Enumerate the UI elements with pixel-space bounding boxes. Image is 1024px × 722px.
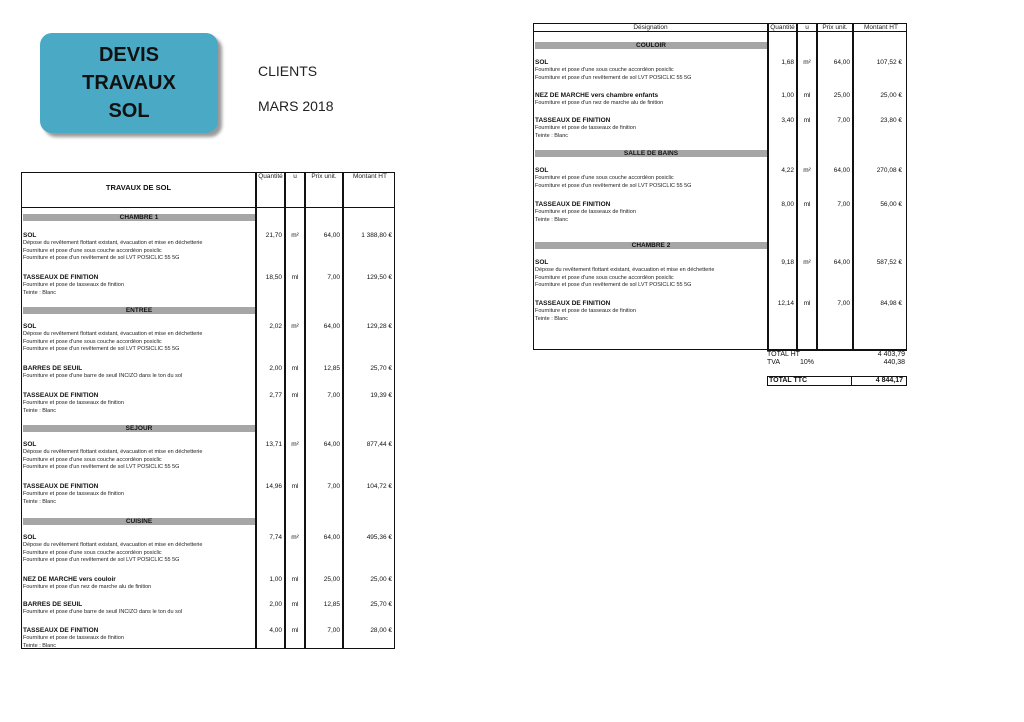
item-quantity: 1,68 — [781, 59, 794, 66]
item-title: BARRES DE SEUIL — [23, 601, 83, 608]
item-amount: 23,80 € — [880, 117, 902, 124]
section-header: COULOIR — [535, 42, 767, 49]
item-title: TASSEAUX DE FINITION — [23, 627, 99, 634]
item-description: Teinte : Blanc — [535, 216, 569, 223]
item-description: Fourniture et pose d'un revêtement de sol LVT POSICLIC 55 5G — [535, 74, 692, 81]
item-description: Fourniture et pose de tasseaux de finition — [23, 282, 124, 288]
badge-line-1: DEVIS — [98, 44, 160, 66]
line-item — [535, 201, 766, 224]
item-amount: 877,44 € — [366, 441, 392, 448]
section-header: CHAMBRE 1 — [23, 214, 255, 221]
col-amount-header: Montant HT — [864, 24, 898, 31]
item-description: Fourniture et pose d'un revêtement de sol LVT POSICLIC 55 5G — [23, 255, 180, 261]
item-description: Fourniture et pose d'un revêtement de sol LVT POSICLIC 55 5G — [23, 464, 180, 470]
item-title: NEZ DE MARCHE vers chambre enfants — [535, 92, 659, 99]
item-quantity: 13,71 — [265, 441, 282, 448]
section-header: ENTREE — [23, 307, 255, 314]
item-description: Fourniture et pose d'une sous couche accordéon posiclic — [23, 247, 162, 254]
item-title: SOL — [23, 232, 37, 239]
item-description: Fourniture et pose d'un nez de marche alu de finition — [23, 584, 152, 590]
item-unit: m² — [291, 441, 299, 448]
item-title: SOL — [23, 441, 37, 448]
item-price: 25,00 — [323, 576, 340, 583]
item-unit: ml — [803, 300, 811, 307]
item-description: Fourniture et pose de tasseaux de finition — [535, 125, 636, 131]
item-title: TASSEAUX DE FINITION — [535, 300, 611, 307]
item-description: Fourniture et pose d'une barre de seuil INCIZO dans le ton du sol — [23, 609, 183, 615]
item-description: Fourniture et pose d'un revêtement de sol LVT POSICLIC 55 5G — [535, 282, 692, 288]
line-item — [23, 627, 254, 650]
badge-line-2: TRAVAUX — [82, 72, 176, 94]
item-description: Fourniture et pose d'un revêtement de sol LVT POSICLIC 55 5G — [535, 182, 692, 189]
item-price: 64,00 — [833, 259, 850, 266]
item-description: Fourniture et pose de tasseaux de finition — [23, 491, 124, 497]
line-item — [535, 167, 766, 190]
section-header: SEJOUR — [23, 425, 255, 432]
item-price: 64,00 — [833, 59, 850, 66]
item-quantity: 2,00 — [269, 365, 282, 372]
tva-label: TVA — [767, 359, 781, 366]
col-quantity-header: Quantité — [258, 173, 283, 180]
line-item — [23, 483, 254, 506]
item-unit: ml — [291, 576, 299, 583]
item-quantity: 8,00 — [781, 201, 794, 208]
item-title: TASSEAUX DE FINITION — [23, 483, 99, 490]
item-price: 64,00 — [323, 323, 340, 330]
item-title: SOL — [23, 323, 37, 330]
item-title: TASSEAUX DE FINITION — [535, 117, 611, 124]
item-description: Fourniture et pose d'une sous couche accordéon posiclic — [23, 338, 162, 345]
item-description: Fourniture et pose d'une sous couche accordéon posiclic — [535, 175, 674, 181]
item-description: Teinte : Blanc — [23, 407, 57, 414]
item-title: SOL — [535, 259, 549, 266]
item-amount: 495,36 € — [366, 534, 392, 541]
tva-rate: 10% — [800, 359, 815, 366]
item-title: SOL — [535, 167, 549, 174]
item-description: Teinte : Blanc — [535, 315, 569, 322]
item-quantity: 4,00 — [269, 627, 282, 634]
item-price: 25,00 — [833, 92, 850, 99]
item-amount: 25,00 € — [370, 576, 392, 583]
item-quantity: 2,02 — [269, 323, 282, 330]
item-amount: 1 388,80 € — [361, 232, 392, 239]
item-price: 64,00 — [323, 232, 340, 239]
item-quantity: 9,18 — [781, 259, 794, 266]
item-description: Dépose du revêtement flottant existant, évacuation et mise en déchetterie — [23, 331, 203, 337]
line-item — [23, 274, 254, 297]
item-amount: 104,72 € — [366, 483, 392, 490]
item-description: Fourniture et pose de tasseaux de finition — [535, 308, 636, 314]
item-price: 7,00 — [327, 483, 340, 490]
line-item — [23, 392, 254, 415]
item-amount: 25,00 € — [880, 92, 902, 99]
item-description: Dépose du revêtement flottant existant, évacuation et mise en déchetterie — [535, 267, 715, 273]
col-quantity-header: Quantité — [770, 24, 795, 31]
section-header: CHAMBRE 2 — [535, 242, 767, 249]
col-designation-header: Désignation — [633, 24, 668, 31]
item-description: Fourniture et pose d'un revêtement de sol LVT POSICLIC 55 5G — [23, 346, 180, 352]
item-price: 7,00 — [327, 627, 340, 634]
line-item — [535, 300, 766, 323]
item-amount: 270,08 € — [876, 167, 902, 174]
total-ht-value: 4 403,79 — [877, 351, 905, 358]
item-amount: 25,70 € — [370, 601, 392, 608]
item-quantity: 18,50 — [265, 274, 282, 281]
item-description: Fourniture et pose de tasseaux de finition — [23, 400, 124, 406]
item-amount: 56,00 € — [880, 201, 902, 208]
item-description: Fourniture et pose d'un revêtement de sol LVT POSICLIC 55 5G — [23, 557, 180, 563]
line-item — [535, 59, 766, 82]
item-amount: 107,52 € — [876, 59, 902, 66]
item-amount: 28,00 € — [370, 627, 392, 634]
item-price: 7,00 — [837, 201, 850, 208]
item-unit: ml — [291, 627, 299, 634]
item-amount: 84,98 € — [880, 300, 902, 307]
item-title: SOL — [23, 534, 37, 541]
item-price: 64,00 — [323, 441, 340, 448]
item-unit: ml — [291, 601, 299, 608]
tva-value: 440,38 — [883, 359, 905, 366]
item-quantity: 1,00 — [781, 92, 794, 99]
item-title: NEZ DE MARCHE vers couloir — [23, 576, 116, 583]
item-title: TASSEAUX DE FINITION — [23, 274, 99, 281]
item-price: 7,00 — [837, 300, 850, 307]
quote-sheet-left — [21, 172, 395, 649]
line-item — [23, 365, 254, 381]
item-title: TASSEAUX DE FINITION — [23, 392, 99, 399]
item-description: Teinte : Blanc — [535, 132, 569, 139]
item-unit: ml — [803, 201, 811, 208]
item-unit: ml — [291, 483, 299, 490]
item-description: Dépose du revêtement flottant existant, évacuation et mise en déchetterie — [23, 449, 203, 455]
col-amount-header: Montant HT — [353, 173, 387, 180]
item-price: 64,00 — [323, 534, 340, 541]
item-price: 12,85 — [323, 365, 340, 372]
item-quantity: 21,70 — [265, 232, 282, 239]
client-label: CLIENTS — [258, 63, 318, 79]
item-amount: 19,39 € — [370, 392, 392, 399]
line-item — [23, 601, 254, 617]
item-description: Dépose du revêtement flottant existant, évacuation et mise en déchetterie — [23, 240, 203, 246]
item-description: Fourniture et pose d'une sous couche accordéon posiclic — [535, 274, 674, 281]
totals-block — [767, 350, 907, 387]
item-unit: m² — [803, 59, 811, 66]
line-item — [23, 323, 254, 354]
col-unit-header: u — [293, 173, 297, 180]
item-price: 7,00 — [327, 392, 340, 399]
item-description: Fourniture et pose d'une sous couche accordéon posiclic — [535, 67, 674, 73]
item-description: Fourniture et pose d'un nez de marche alu de finition — [535, 100, 664, 106]
title-badge — [40, 33, 218, 133]
item-quantity: 1,00 — [269, 576, 282, 583]
sheet-title: TRAVAUX DE SOL — [105, 183, 172, 192]
item-quantity: 2,77 — [269, 392, 282, 399]
item-description: Teinte : Blanc — [23, 498, 57, 505]
total-ttc-value: 4 844,17 — [875, 377, 903, 384]
item-description: Fourniture et pose de tasseaux de finition — [23, 635, 124, 641]
item-price: 7,00 — [327, 274, 340, 281]
item-description: Fourniture et pose d'une sous couche accordéon posiclic — [23, 456, 162, 463]
item-title: BARRES DE SEUIL — [23, 365, 83, 372]
item-description: Fourniture et pose de tasseaux de finition — [535, 209, 636, 215]
date-label: MARS 2018 — [258, 98, 334, 114]
item-description: Fourniture et pose d'une sous couche accordéon posiclic — [23, 549, 162, 556]
col-price-header: Prix unit. — [822, 24, 848, 31]
line-item — [535, 117, 766, 140]
item-price: 12,85 — [323, 601, 340, 608]
item-unit: ml — [291, 365, 299, 372]
item-amount: 587,52 € — [876, 259, 902, 266]
item-unit: ml — [803, 117, 811, 124]
line-item — [23, 441, 254, 472]
item-quantity: 14,96 — [265, 483, 282, 490]
item-amount: 129,50 € — [366, 274, 392, 281]
line-item — [23, 576, 254, 592]
item-unit: m² — [803, 167, 811, 174]
col-price-header: Prix unit. — [311, 173, 337, 180]
item-unit: m² — [291, 323, 299, 330]
item-description: Teinte : Blanc — [23, 289, 57, 296]
item-title: TASSEAUX DE FINITION — [535, 201, 611, 208]
item-unit: ml — [291, 274, 299, 281]
item-quantity: 7,74 — [269, 534, 282, 541]
item-quantity: 12,14 — [777, 300, 794, 307]
item-description: Fourniture et pose d'une barre de seuil INCIZO dans le ton du sol — [23, 373, 183, 379]
item-unit: ml — [291, 392, 299, 399]
line-item — [23, 534, 254, 565]
total-ttc-label: TOTAL TTC — [769, 377, 808, 384]
item-unit: m² — [803, 259, 811, 266]
item-quantity: 2,00 — [269, 601, 282, 608]
item-price: 64,00 — [833, 167, 850, 174]
item-description: Dépose du revêtement flottant existant, évacuation et mise en déchetterie — [23, 542, 203, 548]
line-item — [23, 232, 254, 263]
quote-sheet-right — [533, 23, 907, 350]
item-title: SOL — [535, 59, 549, 66]
item-quantity: 4,22 — [781, 167, 794, 174]
item-amount: 129,28 € — [366, 323, 392, 330]
badge-line-3: SOL — [108, 100, 150, 122]
item-unit: m² — [291, 232, 299, 239]
item-price: 7,00 — [837, 117, 850, 124]
col-unit-header: u — [805, 24, 809, 31]
item-quantity: 3,40 — [781, 117, 794, 124]
item-amount: 25,70 € — [370, 365, 392, 372]
section-header: SALLE DE BAINS — [535, 150, 767, 157]
section-header: CUISINE — [23, 518, 255, 525]
item-unit: m² — [291, 534, 299, 541]
item-description: Teinte : Blanc — [23, 642, 57, 649]
line-item — [535, 92, 766, 108]
line-item — [535, 259, 766, 290]
item-unit: ml — [803, 92, 811, 99]
total-ht-label: TOTAL HT — [767, 351, 800, 358]
